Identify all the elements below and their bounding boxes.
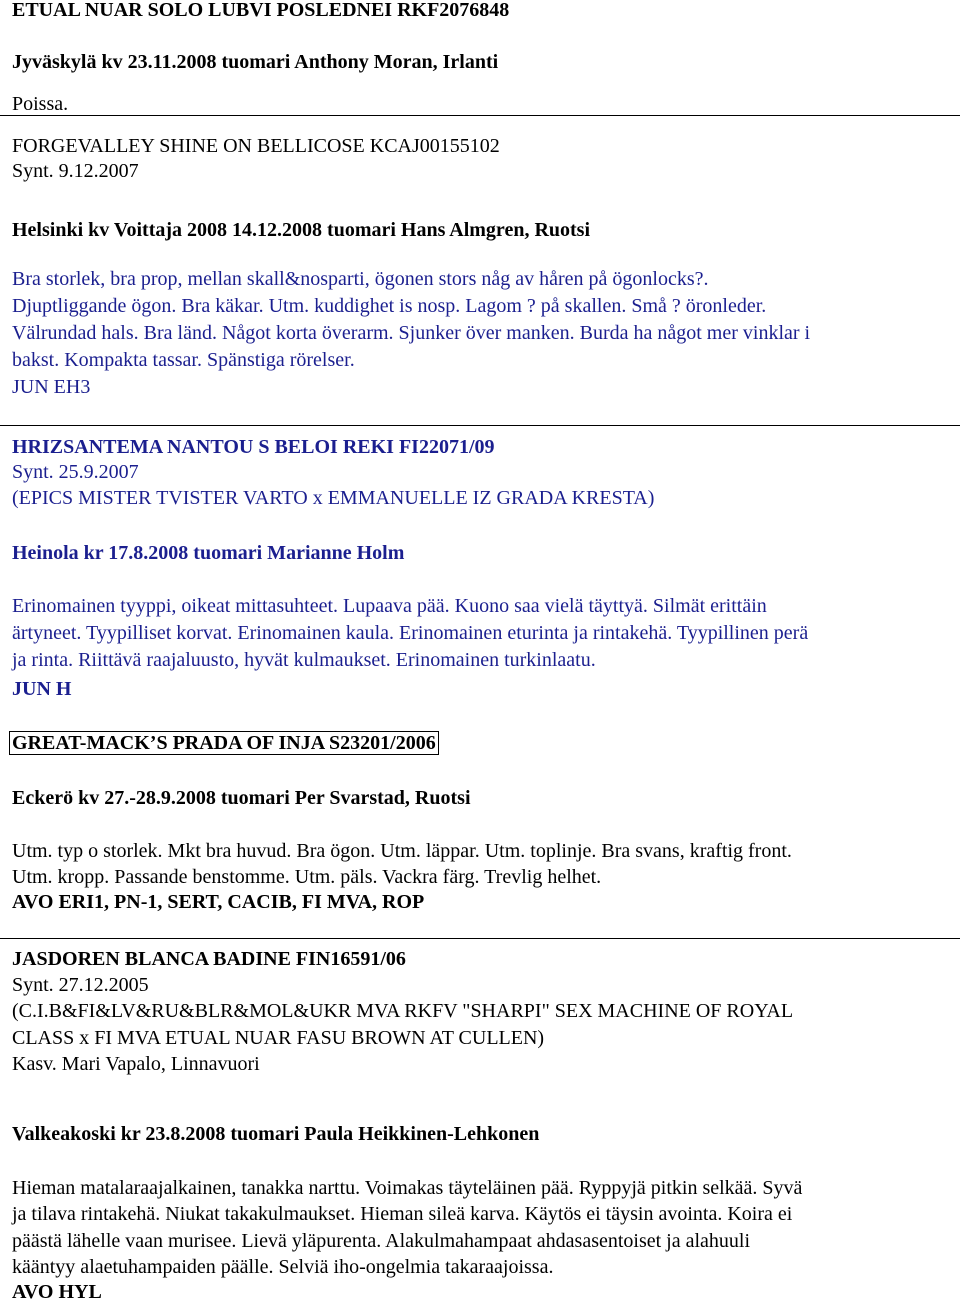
show-info: Heinola kr 17.8.2008 tuomari Marianne Holm [12,542,405,564]
critique-line: Utm. typ o storlek. Mkt bra huvud. Bra ögon. Utm. läppar. Utm. toplinje. Bra svans, kraftig front. [12,840,792,862]
critique-line: Bra storlek, bra prop, mellan skall&nosparti, ögonen stors någ av håren på ögonlocks?. [12,268,709,290]
critique-line: Välrundad hals. Bra länd. Något korta överarm. Sjunker över manken. Burda ha något mer vinklar i [12,322,811,344]
dog-title: FORGEVALLEY SHINE ON BELLICOSE KCAJ00155102 [12,135,500,157]
critique-line: kääntyy alaetuhampaiden päälle. Selviä iho-ongelmia takaraajoissa. [12,1256,554,1278]
parents: (C.I.B&FI&LV&RU&BLR&MOL&UKR MVA RKFV "SHARPI" SEX MACHINE OF ROYAL [12,1000,794,1022]
show-info: Helsinki kv Voittaja 2008 14.12.2008 tuomari Hans Almgren, Ruotsi [12,219,591,241]
birth-date: Synt. 9.12.2007 [12,160,139,182]
parents: CLASS x FI MVA ETUAL NUAR FASU BROWN AT CULLEN) [12,1027,545,1049]
critique-line: Erinomainen tyyppi, oikeat mittasuhteet. Lupaava pää. Kuono saa vielä täyttyä. Silmät erittäin [12,595,767,617]
show-result: Poissa. [12,93,69,115]
section-divider [0,425,960,426]
show-info: Valkeakoski kr 23.8.2008 tuomari Paula Heikkinen-Lehkonen [12,1123,540,1145]
show-info: Eckerö kv 27.-28.9.2008 tuomari Per Svarstad, Ruotsi [12,787,471,809]
dog-title: JASDOREN BLANCA BADINE FIN16591/06 [12,948,406,970]
critique-line: Utm. kropp. Passande benstomme. Utm. päls. Vackra färg. Trevlig helhet. [12,866,602,888]
section-divider [0,115,960,116]
show-result: JUN EH3 [12,376,91,398]
birth-date: Synt. 27.12.2005 [12,974,149,996]
section-divider [0,938,960,939]
show-info: Jyväskylä kv 23.11.2008 tuomari Anthony Moran, Irlanti [12,51,499,73]
critique-line: Djuptliggande ögon. Bra käkar. Utm. kuddighet is nosp. Lagom ? på skallen. Små ? öronleder. [12,295,767,317]
dog-title-box: GREAT-MACK’S PRADA OF INJA S23201/2006 [9,731,439,755]
show-result: JUN H [12,678,72,700]
birth-date: Synt. 25.9.2007 [12,461,139,483]
critique-line: bakst. Kompakta tassar. Spänstiga rörelser. [12,349,355,371]
critique-line: päästä lähelle vaan murisee. Lievä yläpurenta. Alakulmahampaat ahdasasentoiset ja alahuuli [12,1230,751,1252]
critique-line: ja tilava rintakehä. Niukat takakulmaukset. Hieman sileä karva. Käytös ei täysin avointa. Koira ei [12,1203,793,1225]
show-result: AVO ERI1, PN-1, SERT, CACIB, FI MVA, ROP [12,891,425,913]
dog-title: HRIZSANTEMA NANTOU S BELOI REKI FI22071/09 [12,436,495,458]
critique-line: ärtyneet. Tyypilliset korvat. Erinomainen kaula. Erinomainen eturinta ja rintakehä. Tyypillinen perä [12,622,809,644]
show-result: AVO HYL [12,1281,102,1303]
parents: (EPICS MISTER TVISTER VARTO x EMMANUELLE IZ GRADA KRESTA) [12,487,655,509]
critique-line: Hieman matalaraajalkainen, tanakka narttu. Voimakas täyteläinen pää. Ryppyjä pitkin selkää. Syvä [12,1177,803,1199]
dog-title [12,730,439,756]
critique-line: ja rinta. Riittävä raajaluusto, hyvät kulmaukset. Erinomainen turkinlaatu. [12,649,596,671]
breeder: Kasv. Mari Vapalo, Linnavuori [12,1053,260,1075]
dog-title: ETUAL NUAR SOLO LUBVI POSLEDNEI RKF2076848 [12,0,510,21]
